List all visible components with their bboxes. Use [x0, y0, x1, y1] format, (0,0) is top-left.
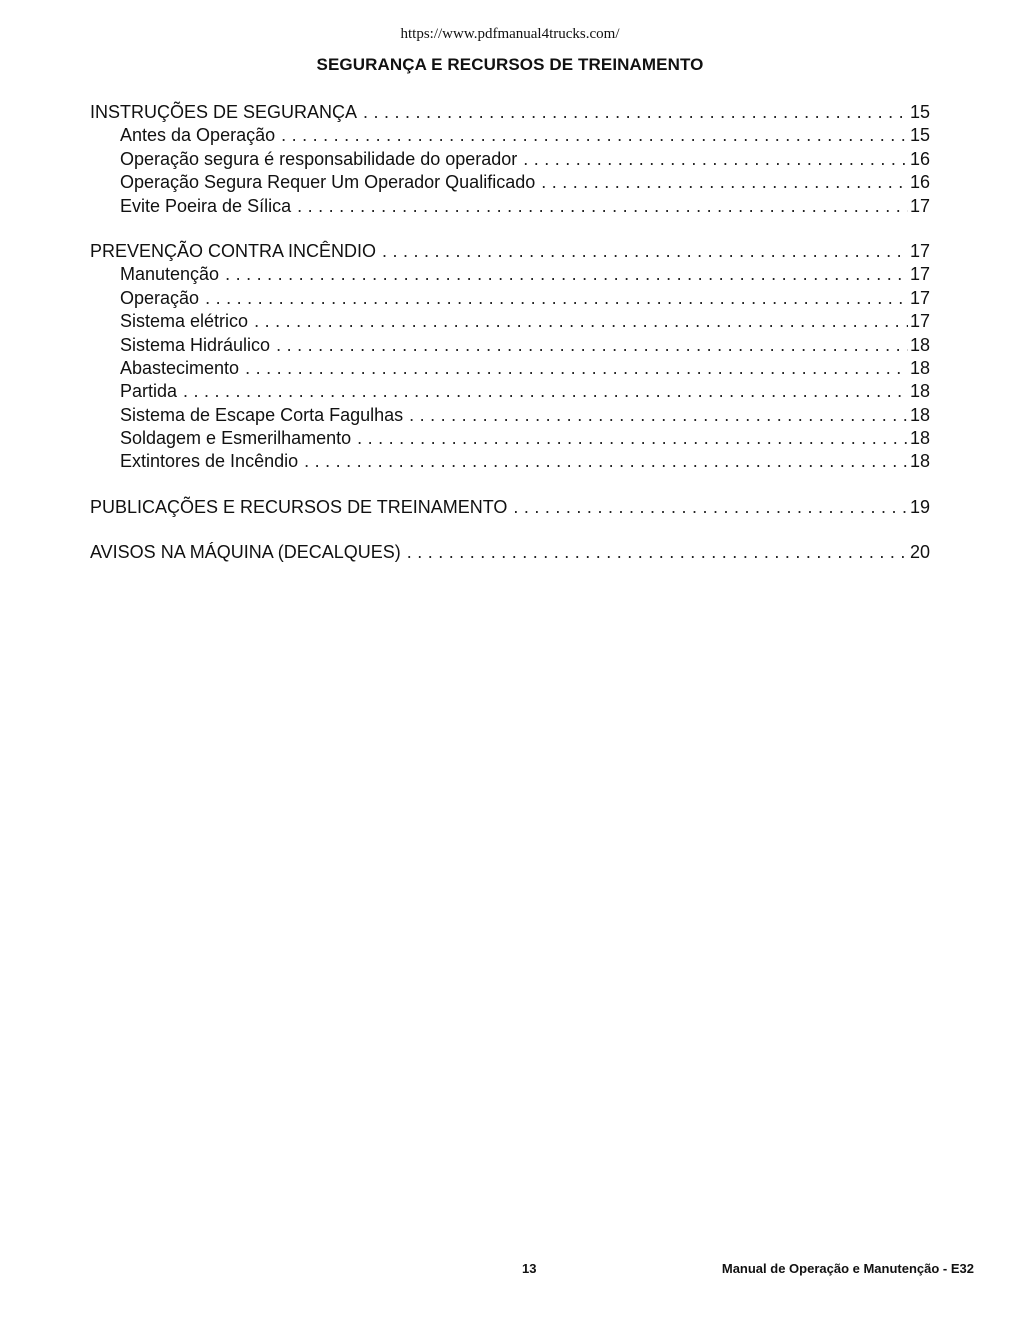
toc-entry-label: Abastecimento [120, 357, 240, 378]
toc-entry[interactable] [90, 541, 930, 564]
toc-entry-label: Sistema elétrico [120, 311, 249, 332]
toc-leader-dots [183, 380, 908, 403]
toc-section-fire-prevention [90, 240, 930, 474]
toc-entry-page: 17 [909, 264, 930, 285]
toc-entry-page: 16 [909, 172, 930, 193]
toc-leader-dots [304, 450, 908, 473]
toc-entry[interactable] [90, 240, 930, 263]
toc-leader-dots [225, 263, 908, 286]
toc-entry-label: AVISOS NA MÁQUINA (DECALQUES) [90, 542, 401, 563]
toc-entry-label: Sistema de Escape Corta Fagulhas [120, 404, 404, 425]
toc-entry[interactable] [90, 101, 930, 124]
toc-leader-dots [276, 334, 908, 357]
toc-leader-dots [363, 101, 908, 124]
toc-entry-page: 18 [909, 334, 930, 355]
toc-leader-dots [409, 404, 908, 427]
toc-subentry[interactable] [90, 427, 930, 450]
toc-subentry[interactable] [90, 195, 930, 218]
toc-entry-page: 19 [909, 496, 930, 517]
toc-subentry[interactable] [90, 380, 930, 403]
toc-entry-page: 17 [909, 311, 930, 332]
toc-entry-page: 18 [909, 451, 930, 472]
toc-subentry[interactable] [90, 148, 930, 171]
toc-entry-page: 18 [909, 428, 930, 449]
toc-leader-dots [281, 124, 908, 147]
toc-entry-page: 20 [909, 542, 930, 563]
toc-entry-page: 18 [909, 404, 930, 425]
page-title: SEGURANÇA E RECURSOS DE TREINAMENTO [316, 55, 704, 74]
toc-leader-dots [254, 310, 908, 333]
toc-subentry[interactable] [90, 404, 930, 427]
toc-entry-label: INSTRUÇÕES DE SEGURANÇA [90, 102, 358, 122]
toc-entry[interactable] [90, 496, 930, 519]
toc-leader-dots [523, 148, 908, 171]
toc-section-publications [90, 496, 930, 519]
toc-entry-page: 17 [909, 240, 930, 261]
toc-entry-label: Operação segura é responsabilidade do operador [120, 148, 518, 169]
toc-leader-dots [382, 240, 908, 263]
toc-section-safety [90, 101, 930, 218]
toc-entry-page: 18 [909, 381, 930, 402]
toc-subentry[interactable] [90, 334, 930, 357]
toc-entry-label: Soldagem e Esmerilhamento [120, 428, 352, 449]
footer-manual-title: Manual de Operação e Manutenção - E32 [721, 1261, 974, 1276]
toc-entry-page: 17 [909, 195, 930, 216]
toc-leader-dots [513, 496, 908, 519]
table-of-contents [90, 101, 930, 587]
toc-entry-label: Antes da Operação [120, 125, 276, 146]
toc-subentry[interactable] [90, 450, 930, 473]
toc-entry-label: Operação [120, 287, 200, 308]
toc-entry-label: Partida [120, 381, 178, 402]
toc-leader-dots [541, 171, 908, 194]
footer-page-number: 13 [522, 1261, 537, 1276]
toc-leader-dots [245, 357, 908, 380]
toc-leader-dots [297, 195, 908, 218]
toc-entry-label: Evite Poeira de Sílica [120, 195, 292, 216]
toc-subentry[interactable] [90, 357, 930, 380]
toc-entry-label: Operação Segura Requer Um Operador Qualificado [120, 172, 536, 193]
toc-leader-dots [357, 427, 908, 450]
toc-entry-page: 15 [909, 102, 930, 122]
toc-section-decals [90, 541, 930, 564]
toc-subentry[interactable] [90, 287, 930, 310]
toc-subentry[interactable] [90, 124, 930, 147]
toc-entry-label: PUBLICAÇÕES E RECURSOS DE TREINAMENTO [90, 496, 508, 517]
source-url: https://www.pdfmanual4trucks.com/ [400, 26, 620, 42]
toc-leader-dots [407, 541, 908, 564]
toc-entry-page: 18 [909, 357, 930, 378]
toc-leader-dots [205, 287, 908, 310]
toc-entry-label: Sistema Hidráulico [120, 334, 271, 355]
toc-entry-label: Manutenção [120, 264, 220, 285]
toc-entry-page: 15 [909, 125, 930, 146]
toc-entry-label: PREVENÇÃO CONTRA INCÊNDIO [90, 240, 377, 261]
toc-subentry[interactable] [90, 171, 930, 194]
toc-entry-page: 16 [909, 148, 930, 169]
toc-entry-page: 17 [909, 287, 930, 308]
toc-entry-label: Extintores de Incêndio [120, 451, 299, 472]
toc-subentry[interactable] [90, 263, 930, 286]
toc-subentry[interactable] [90, 310, 930, 333]
